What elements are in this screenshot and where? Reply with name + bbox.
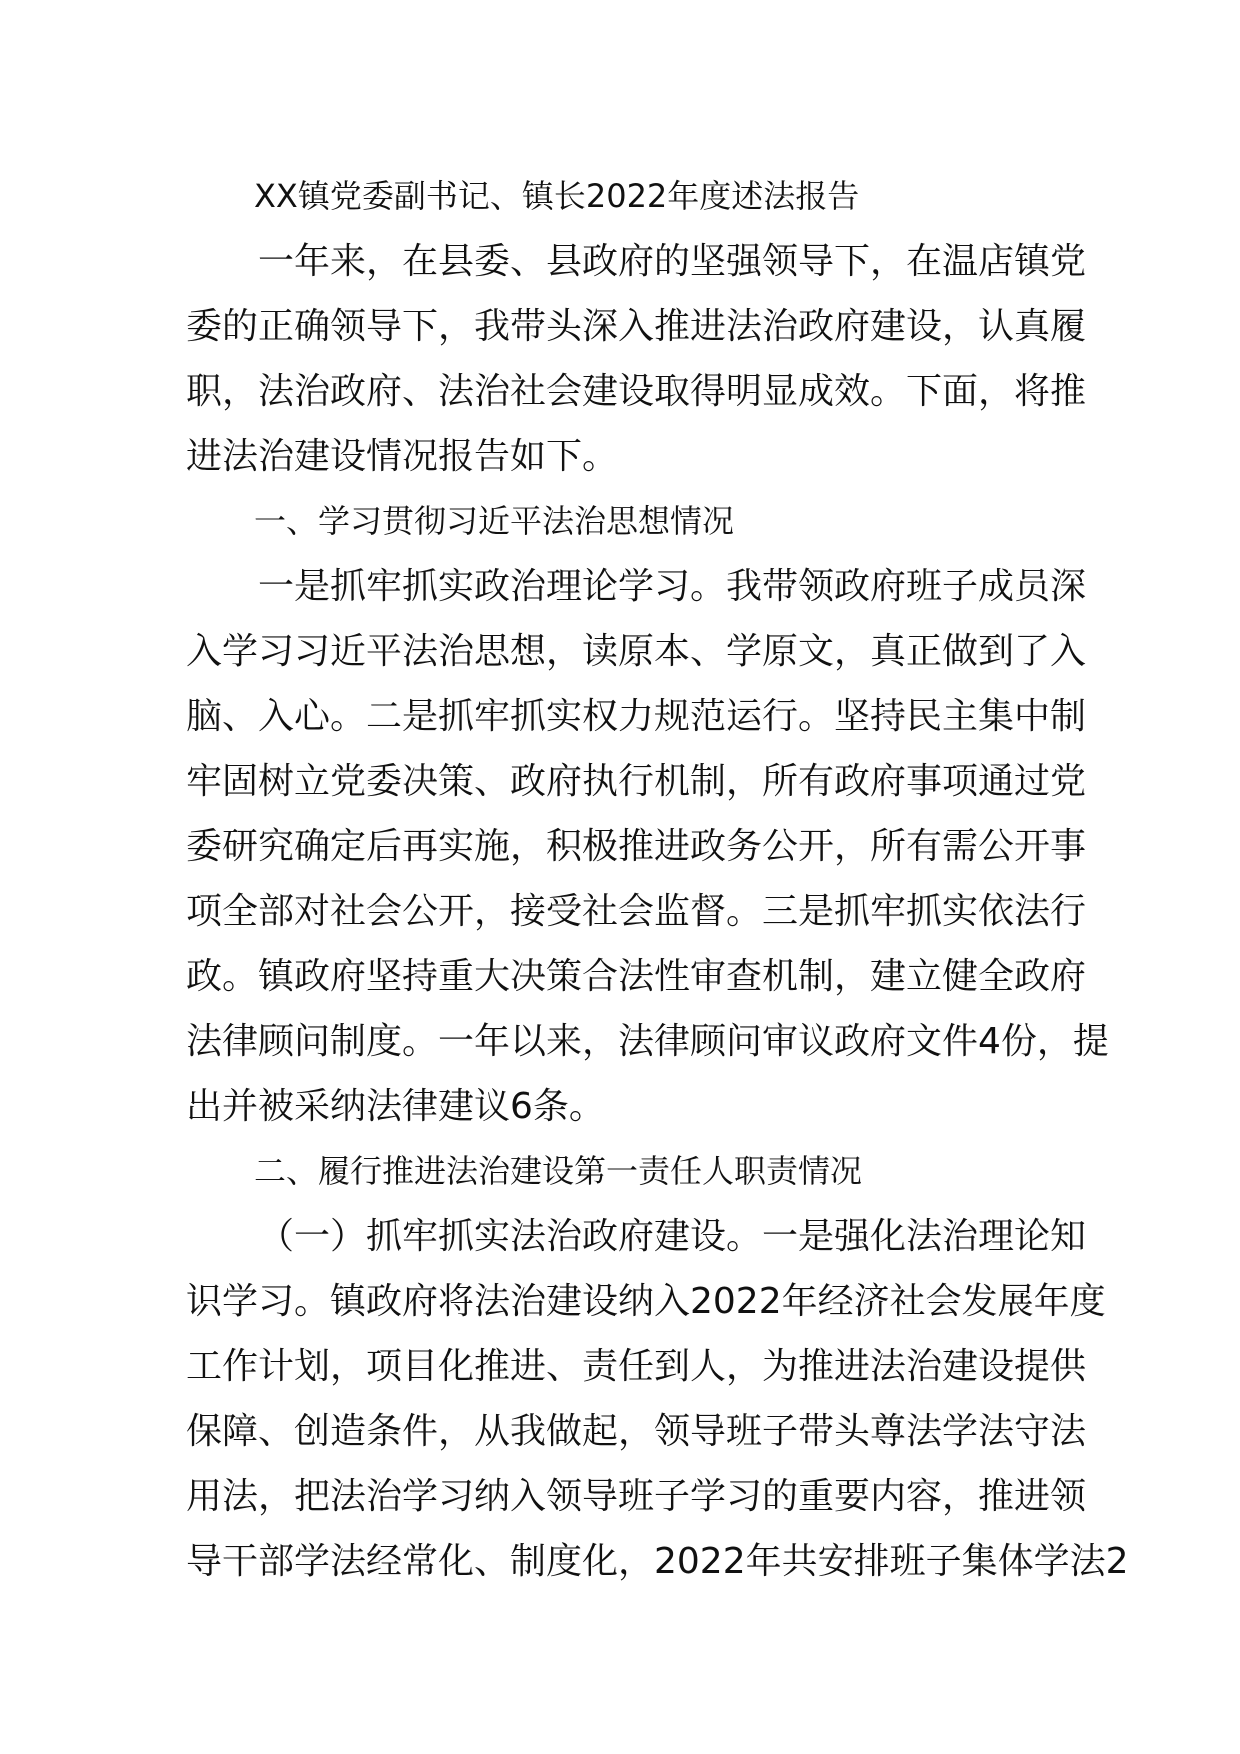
section-heading: 二、履行推进法治建设第一责任人职责情况 bbox=[254, 1152, 863, 1190]
paragraph-line: 牢固树立党委决策、政府执行机制，所有政府事项通过党 bbox=[186, 761, 1087, 802]
paragraph-line: 入学习习近平法治思想，读原本、学原文，真正做到了入 bbox=[186, 631, 1087, 672]
document-title: XX镇党委副书记、镇长2022年度述法报告 bbox=[254, 177, 860, 215]
paragraph-line: 委的正确领导下，我带头深入推进法治政府建设，认真履 bbox=[186, 306, 1087, 347]
paragraph-line: 法律顾问制度。一年以来，法律顾问审议政府文件4份，提 bbox=[186, 1021, 1109, 1062]
paragraph-line: 项全部对社会公开，接受社会监督。三是抓牢抓实依法行 bbox=[186, 891, 1087, 932]
paragraph-line: 出并被采纳法律建议6条。 bbox=[186, 1086, 605, 1127]
document-body bbox=[186, 164, 1129, 1594]
paragraph-line: 工作计划，项目化推进、责任到人，为推进法治建设提供 bbox=[186, 1346, 1087, 1387]
paragraph-line: （一）抓牢抓实法治政府建设。一是强化法治理论知 bbox=[258, 1216, 1087, 1257]
paragraph-line: 导干部学法经常化、制度化，2022年共安排班子集体学法2 bbox=[186, 1541, 1129, 1582]
paragraph-line: 用法，把法治学习纳入领导班子学习的重要内容，推进领 bbox=[186, 1476, 1087, 1517]
paragraph-line: 一年来，在县委、县政府的坚强领导下，在温店镇党 bbox=[258, 241, 1087, 282]
paragraph-line: 一是抓牢抓实政治理论学习。我带领政府班子成员深 bbox=[258, 566, 1087, 607]
paragraph-line: 识学习。镇政府将法治建设纳入2022年经济社会发展年度 bbox=[186, 1281, 1106, 1322]
paragraph-line: 委研究确定后再实施，积极推进政务公开，所有需公开事 bbox=[186, 826, 1087, 867]
paragraph-line: 政。镇政府坚持重大决策合法性审查机制，建立健全政府 bbox=[186, 956, 1087, 997]
paragraph-line: 职，法治政府、法治社会建设取得明显成效。下面，将推 bbox=[186, 371, 1087, 412]
section-heading: 一、学习贯彻习近平法治思想情况 bbox=[254, 502, 735, 540]
paragraph-line: 保障、创造条件，从我做起，领导班子带头尊法学法守法 bbox=[186, 1411, 1087, 1452]
paragraph-line: 进法治建设情况报告如下。 bbox=[186, 436, 619, 477]
paragraph-line: 脑、入心。二是抓牢抓实权力规范运行。坚持民主集中制 bbox=[186, 696, 1087, 737]
